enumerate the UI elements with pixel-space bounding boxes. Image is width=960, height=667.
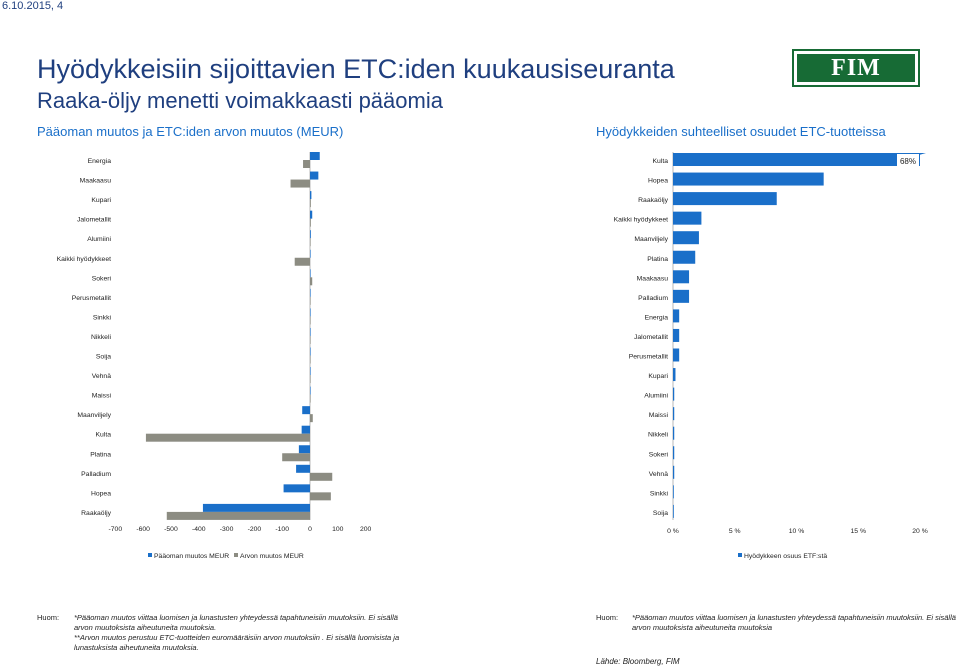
left-chart-title: Pääoman muutos ja ETC:iden arvon muutos (MEUR) bbox=[37, 124, 344, 139]
right-share-bar bbox=[673, 368, 675, 381]
left-category-label: Raakaöljy bbox=[81, 509, 111, 517]
right-category-label: Vehnä bbox=[648, 470, 668, 478]
right-share-bar bbox=[673, 485, 674, 498]
left-value-bar bbox=[310, 297, 311, 305]
left-value-bar bbox=[167, 512, 310, 520]
right-share-bar bbox=[673, 231, 699, 244]
right-callout-label: 68% bbox=[899, 157, 917, 166]
right-category-label: Maakaasu bbox=[636, 275, 668, 283]
right-category-label: Maanviljely bbox=[634, 236, 668, 244]
left-capital-bar bbox=[203, 504, 310, 512]
note-right-line: *Pääoman muutos viittaa luomisen ja lunastusten yhteydessä tapahtuneisiin muutoksiin. Ei sisällä bbox=[632, 613, 956, 622]
right-category-label: Nikkeli bbox=[647, 431, 668, 439]
note-left-label: Huom: bbox=[37, 613, 60, 622]
right-legend-label: Hyödykkeen osuus ETF:stä bbox=[744, 553, 828, 560]
left-capital-bar bbox=[310, 367, 311, 375]
left-x-tick-label: -600 bbox=[136, 526, 150, 533]
left-x-tick-label: 200 bbox=[359, 526, 372, 533]
right-legend-swatch bbox=[738, 553, 742, 557]
right-category-label: Sinkki bbox=[649, 490, 668, 498]
left-capital-bar bbox=[310, 348, 311, 356]
left-category-label: Hopea bbox=[90, 490, 111, 498]
right-chart-title: Hyödykkeiden suhteelliset osuudet ETC-tuotteissa bbox=[596, 124, 886, 139]
left-capital-bar bbox=[310, 191, 311, 199]
left-category-label: Vehnä bbox=[91, 373, 111, 381]
left-value-bar bbox=[310, 199, 311, 207]
left-legend-value: Arvon muutos MEUR bbox=[240, 553, 304, 560]
left-value-bar bbox=[310, 492, 331, 500]
left-value-bar bbox=[146, 434, 310, 442]
left-category-label: Platina bbox=[90, 451, 111, 459]
right-category-label: Alumiini bbox=[644, 392, 668, 400]
left-category-label: Jalometallit bbox=[77, 216, 111, 224]
left-legend-swatch-value bbox=[234, 553, 238, 557]
left-category-label: Sinkki bbox=[92, 314, 111, 322]
left-x-tick-label: -500 bbox=[164, 526, 178, 533]
left-capital-bar bbox=[310, 269, 311, 277]
left-capital-bar bbox=[310, 289, 311, 297]
right-category-label: Jalometallit bbox=[634, 333, 668, 341]
logo-text: FIM bbox=[797, 54, 915, 82]
right-category-label: Platina bbox=[647, 255, 668, 263]
right-share-bar bbox=[673, 505, 674, 518]
right-share-bar bbox=[673, 329, 679, 342]
left-value-bar bbox=[310, 336, 311, 344]
left-category-label: Kupari bbox=[91, 197, 111, 205]
date-label: 6.10.2015, 4 bbox=[2, 0, 64, 12]
left-value-bar bbox=[310, 395, 311, 403]
note-right-line: arvon muutoksista aiheutuneita muutoksia bbox=[632, 623, 773, 632]
note-right bbox=[632, 613, 957, 633]
note-left-line: arvon muutoksista aiheutuneita muutoksia. bbox=[74, 623, 217, 632]
right-share-bar bbox=[673, 388, 674, 401]
left-value-bar bbox=[310, 277, 312, 285]
left-category-label: Maanviljely bbox=[77, 412, 111, 420]
left-x-tick-label: -700 bbox=[108, 526, 123, 533]
left-category-label: Kulta bbox=[95, 431, 111, 439]
left-value-bar bbox=[310, 473, 332, 481]
right-category-label: Palladium bbox=[638, 294, 668, 302]
left-category-label: Energia bbox=[87, 158, 111, 165]
right-category-label: Perusmetallit bbox=[628, 353, 668, 361]
page-subtitle: Raaka-öljy menetti voimakkaasti pääomia bbox=[37, 88, 443, 113]
right-category-label: Kaikki hyödykkeet bbox=[613, 216, 668, 224]
left-category-label: Perusmetallit bbox=[71, 294, 111, 302]
right-category-label: Kulta bbox=[652, 158, 668, 165]
right-category-label: Soija bbox=[652, 509, 668, 517]
right-share-bar bbox=[673, 192, 777, 205]
left-x-tick-label: -300 bbox=[219, 526, 234, 533]
left-capital-bar bbox=[310, 152, 320, 160]
right-share-bar bbox=[673, 270, 689, 283]
right-x-tick-label: 15 % bbox=[850, 528, 866, 535]
right-share-bar bbox=[673, 427, 674, 440]
left-x-tick-label: 0 bbox=[308, 526, 312, 533]
right-share-bar bbox=[673, 407, 674, 420]
right-category-label: Energia bbox=[644, 314, 668, 322]
right-category-label: Raakaöljy bbox=[638, 197, 668, 205]
left-value-bar bbox=[291, 180, 310, 188]
left-x-tick-label: -100 bbox=[275, 526, 289, 533]
left-capital-bar bbox=[299, 445, 310, 453]
left-x-tick-label: -400 bbox=[191, 526, 206, 533]
left-capital-bar bbox=[302, 426, 310, 434]
right-share-bar bbox=[673, 309, 679, 322]
right-x-tick-label: 10 % bbox=[788, 528, 805, 535]
left-capital-bar bbox=[310, 230, 311, 238]
right-x-tick-label: 0 % bbox=[667, 528, 679, 535]
left-category-label: Maissi bbox=[91, 392, 111, 400]
left-category-label: Soija bbox=[95, 353, 111, 361]
right-share-bar bbox=[673, 446, 674, 459]
note-left-line: *Pääoman muutos viittaa luomisen ja lunastusten yhteydessä tapahtuneisiin muutoksiin. Ei sisällä bbox=[74, 613, 398, 622]
left-category-label: Maakaasu bbox=[79, 177, 111, 185]
right-category-label: Kupari bbox=[648, 373, 668, 381]
right-x-tick-label: 20 % bbox=[912, 528, 928, 535]
note-left-line: **Arvon muutos perustuu ETC-tuotteiden euromääräisiin arvon muutoksiin . Ei sisällä luomisista ja bbox=[74, 633, 400, 642]
left-value-bar bbox=[310, 414, 313, 422]
right-share-bar bbox=[673, 466, 674, 479]
left-category-label: Sokeri bbox=[91, 275, 111, 283]
left-value-bar bbox=[310, 356, 311, 364]
left-x-tick-label: 100 bbox=[332, 526, 344, 533]
left-category-label: Palladium bbox=[81, 470, 111, 478]
left-capital-bar bbox=[310, 211, 312, 219]
right-share-bar bbox=[673, 251, 695, 264]
left-category-label: Kaikki hyödykkeet bbox=[56, 255, 111, 263]
right-share-bar bbox=[673, 212, 701, 225]
left-capital-bar bbox=[296, 465, 310, 473]
left-value-bar bbox=[282, 453, 310, 461]
left-value-bar bbox=[310, 316, 311, 324]
left-x-tick-label: -200 bbox=[247, 526, 262, 533]
left-category-label: Alumiini bbox=[87, 236, 111, 244]
left-capital-bar bbox=[310, 250, 311, 258]
left-legend-swatch-capital bbox=[148, 553, 152, 557]
left-legend-capital: Pääoman muutos MEUR bbox=[154, 553, 230, 560]
left-capital-bar bbox=[302, 406, 310, 414]
left-value-bar bbox=[303, 160, 310, 168]
left-value-bar bbox=[295, 258, 310, 266]
left-category-label: Nikkeli bbox=[90, 333, 111, 341]
left-capital-bar bbox=[310, 387, 311, 395]
right-share-bar bbox=[673, 173, 824, 186]
right-share-bar bbox=[673, 349, 679, 362]
right-x-tick-label: 5 % bbox=[728, 528, 741, 535]
left-value-bar bbox=[310, 219, 311, 227]
right-category-label: Hopea bbox=[647, 177, 668, 185]
left-value-bar bbox=[310, 238, 311, 246]
note-right-label: Huom: bbox=[596, 613, 619, 622]
left-capital-bar bbox=[310, 172, 318, 180]
right-category-label: Maissi bbox=[648, 412, 668, 420]
right-category-label: Sokeri bbox=[648, 451, 668, 459]
right-share-bar bbox=[673, 290, 689, 303]
left-capital-bar bbox=[284, 484, 310, 492]
source-label: Lähde: Bloomberg, FIM bbox=[596, 657, 680, 666]
note-left-line: lunastuksista aiheutuneita muutoksia. bbox=[74, 643, 199, 652]
note-left bbox=[74, 613, 419, 653]
left-value-bar bbox=[310, 375, 311, 383]
page-title: Hyödykkeisiin sijoittavien ETC:iden kuukausiseuranta bbox=[37, 54, 675, 84]
left-capital-bar bbox=[310, 328, 311, 336]
left-capital-bar bbox=[310, 308, 311, 316]
